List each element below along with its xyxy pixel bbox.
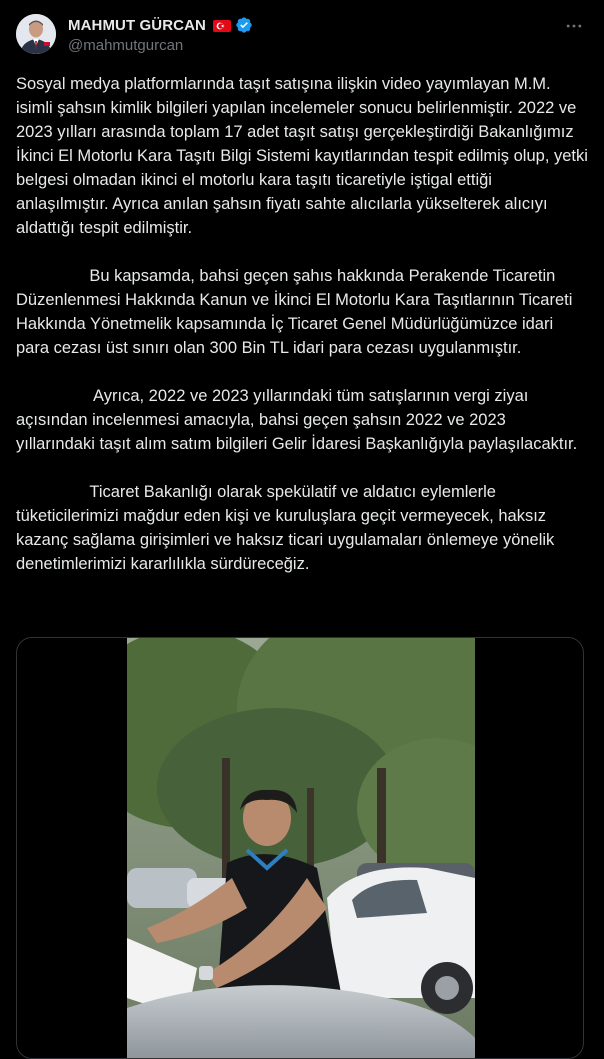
turkey-flag-icon <box>213 19 231 31</box>
author-display-name[interactable]: MAHMUT GÜRCAN <box>68 16 206 34</box>
author-handle[interactable]: @mahmutgurcan <box>68 37 184 54</box>
author-name-row <box>68 16 253 34</box>
tweet-paragraph: Sosyal medya platformlarında taşıt satışına ilişkin video yayımlayan M.M. isimli şahsın kimlik bilgileri yapılan incelemeler sonucu belirlenmiştir. 2022 ve 2023 yılları arasında toplam 17 adet taşıt satışı gerçekleştirdiği Bakanlığımız İkinci El Motorlu Kara Taşıtı Bilgi Sistemi kayıtlarından tespit edilmiş olup, yetki belgesi olmadan ikinci el motorlu kara taşıtı ticaretiyle iştigal ettiği anlaşılmıştır. Ayrıca anılan şahsın fiyatı sahte alıcılarla yükselterek alıcıyı aldattığı tespit edilmiştir. <box>16 75 593 237</box>
avatar[interactable] <box>16 14 56 54</box>
verified-badge-icon[interactable] <box>235 16 253 34</box>
tweet-paragraph: Ayrıca, 2022 ve 2023 yıllarındaki tüm satışlarının vergi ziyaı açısından incelenmesi amacıyla, bahsi geçen şahsın 2022 ve 2023 yıllarındaki taşıt alım satım bilgileri Gelir İdaresi Başkanlığıyla paylaşılacaktır. <box>16 387 578 453</box>
more-options-button[interactable] <box>562 14 586 38</box>
tweet-text <box>16 72 593 576</box>
tweet-paragraph: Ticaret Bakanlığı olarak spekülatif ve aldatıcı eylemlerle tüketicilerimizi mağdur eden kişi ve kuruluşlara geçit vermeyecek, haksız kazanç sağlama girişimleri ve haksız ticari uygulamaları önlemeye yönelik denetimlerimizi kararlılıkla sürdüreceğiz. <box>16 483 559 573</box>
more-options-icon <box>564 16 584 36</box>
tweet-paragraph: Bu kapsamda, bahsi geçen şahıs hakkında Perakende Ticaretin Düzenlenmesi Hakkında Kanun ve İkinci El Motorlu Kara Taşıtlarının Ticareti Hakkında Yönetmelik kapsamında İç Ticaret Genel Müdürlüğümüzce idari para cezası üst sınırı olan 300 Bin TL idari para cezası uygulanmıştır. <box>16 267 577 357</box>
video-thumbnail <box>127 638 475 1058</box>
video-frame[interactable] <box>127 638 475 1058</box>
video-media[interactable] <box>16 637 584 1059</box>
